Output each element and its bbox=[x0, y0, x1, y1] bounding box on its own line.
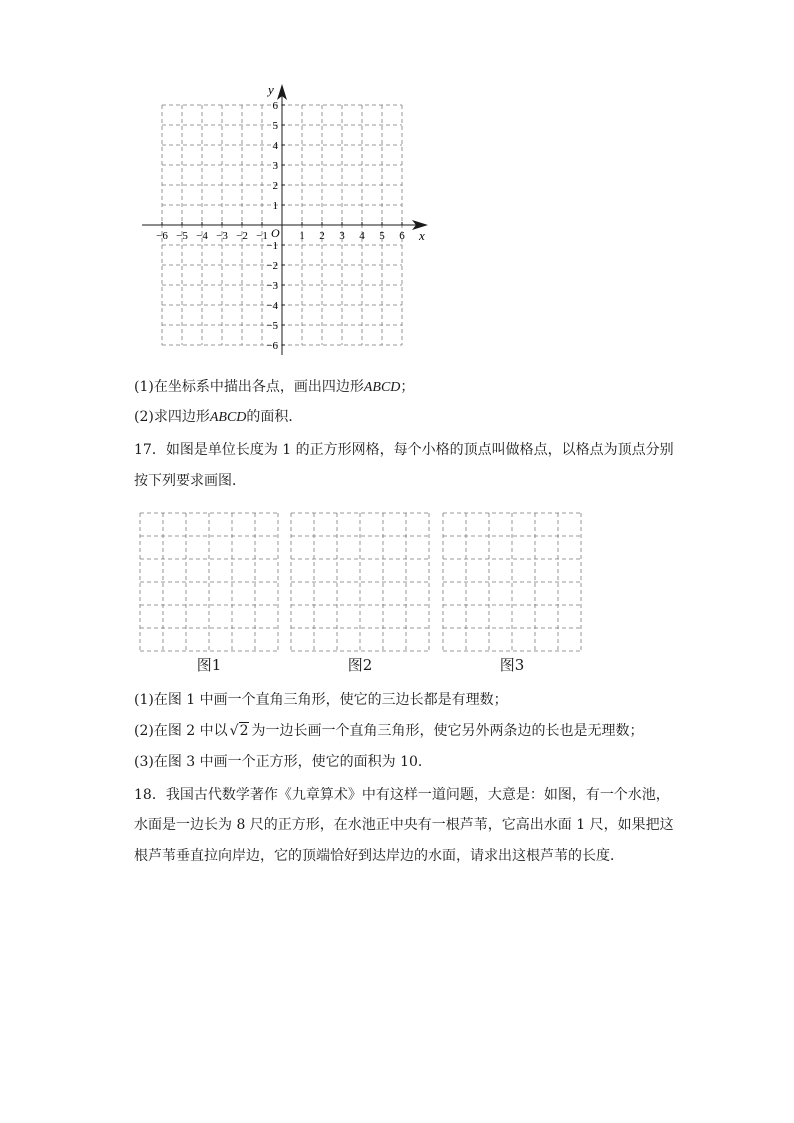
x-tick-label: −1 bbox=[256, 230, 268, 242]
y-axis-label: y bbox=[268, 82, 274, 97]
y-tick-label: 5 bbox=[272, 120, 278, 132]
q18-line2: 水面是一边长为 8 尺的正方形，在水池正中央有一根芦苇，它高出水面 1 尺，如果把这 bbox=[134, 817, 674, 833]
figure-caption-3: 图3 bbox=[499, 656, 525, 674]
q16-part1: (1)在坐标系中描出各点，画出四边形ABCD； bbox=[134, 379, 415, 395]
coordinate-system bbox=[130, 78, 440, 363]
y-tick-label: −2 bbox=[266, 260, 278, 272]
var-abcd: ABCD bbox=[209, 410, 247, 425]
x-tick-label: 4 bbox=[359, 230, 365, 242]
grid-figure-2 bbox=[290, 512, 430, 652]
x-tick-label: 2 bbox=[319, 230, 325, 242]
x-tick-label: 3 bbox=[339, 230, 345, 242]
q18-line1: 18．我国古代数学著作《九章算术》中有这样一道问题，大意是：如图，有一个水池， bbox=[134, 787, 670, 803]
x-tick-label: −4 bbox=[196, 230, 208, 242]
x-tick-label: 6 bbox=[399, 230, 405, 242]
sqrt-radical-icon: √ bbox=[229, 723, 239, 739]
y-tick-label: 6 bbox=[272, 100, 278, 112]
x-tick-label: 1 bbox=[299, 230, 305, 242]
x-axis-label: x bbox=[419, 228, 425, 243]
y-tick-label: 1 bbox=[272, 200, 278, 212]
q17-line1: 17．如图是单位长度为 1 的正方形网格，每个小格的顶点叫做格点，以格点为顶点分别 bbox=[134, 442, 674, 458]
q17-part1: (1)在图 1 中画一个直角三角形，使它的三边长都是有理数； bbox=[134, 692, 508, 708]
y-tick-label: −6 bbox=[266, 340, 278, 352]
y-tick-label: 2 bbox=[272, 180, 278, 192]
q17-line2: 按下列要求画图． bbox=[134, 473, 246, 489]
q17-part2: (2)在图 2 中以 √2 为一边长画一个直角三角形，使它另外两条边的长也是无理数； bbox=[134, 723, 644, 739]
q17-part3: (3)在图 3 中画一个正方形，使它的面积为 10． bbox=[134, 754, 432, 770]
y-tick-label: −1 bbox=[266, 240, 278, 252]
sqrt-expression: √2 bbox=[229, 723, 249, 739]
y-tick-label: −5 bbox=[266, 320, 278, 332]
x-tick-label: 5 bbox=[379, 230, 385, 242]
grid-figure-1 bbox=[139, 512, 279, 652]
coordinate-tick-labels bbox=[156, 100, 405, 352]
y-tick-label: 4 bbox=[272, 140, 278, 152]
x-tick-label: −6 bbox=[156, 230, 168, 242]
x-tick-label: −3 bbox=[216, 230, 228, 242]
figure-caption-2: 图2 bbox=[347, 656, 373, 674]
q18-line3: 根芦苇垂直拉向岸边，它的顶端恰好到达岸边的水面，请求出这根芦苇的长度． bbox=[134, 848, 624, 864]
y-tick-label: 3 bbox=[272, 160, 278, 172]
origin-label: O bbox=[271, 226, 280, 240]
x-tick-label: −5 bbox=[176, 230, 188, 242]
y-tick-label: −4 bbox=[266, 300, 278, 312]
q16-part2: (2)求四边形ABCD的面积． bbox=[134, 409, 303, 425]
figure-caption-1: 图1 bbox=[196, 656, 222, 674]
grid-figure-3 bbox=[442, 512, 582, 652]
var-abcd: ABCD bbox=[363, 380, 401, 395]
y-tick-label: −3 bbox=[266, 280, 278, 292]
x-tick-label: −2 bbox=[236, 230, 248, 242]
